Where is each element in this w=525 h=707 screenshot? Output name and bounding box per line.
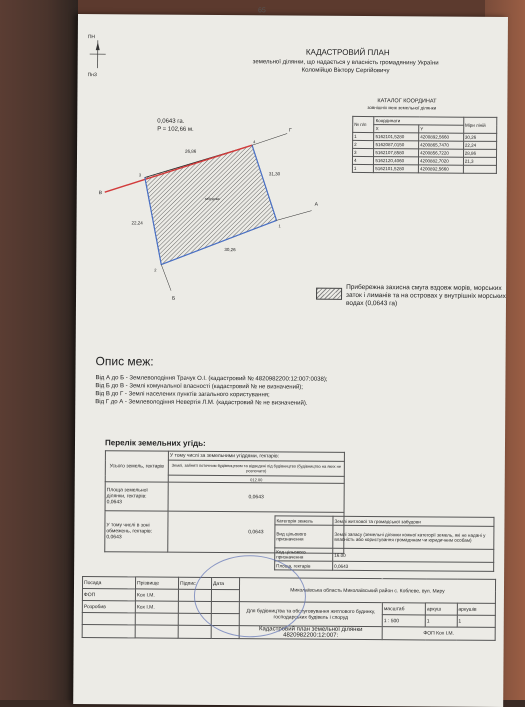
purpose-table xyxy=(274,515,494,572)
frame-empty-cell xyxy=(82,625,135,638)
point-4: 4 xyxy=(253,139,256,144)
plot-area: 0,0643 га. xyxy=(157,119,184,125)
point-1: 1 xyxy=(279,223,282,228)
segment-left: 22,24 xyxy=(132,220,144,225)
frame-empty-cell xyxy=(82,613,135,625)
land-code: 012.00 xyxy=(168,475,344,483)
point-3: 3 xyxy=(139,172,142,177)
frame-fop: ФОП xyxy=(82,589,135,601)
catalog-header-no: № п/п xyxy=(353,116,374,132)
frame-empty-cell xyxy=(135,613,178,625)
cell: 1 xyxy=(352,164,373,172)
frame-sheet: 1 xyxy=(425,615,457,627)
frame-header-sign: Підпис xyxy=(178,577,211,589)
boundary-line: Від Г до А - Землеволодіння Невертія Л.М. (кадастровий № не визначений). xyxy=(95,398,327,408)
purpose-category-value: Землі житлової та громадської забудови xyxy=(333,516,494,526)
north-label: ПН xyxy=(88,34,108,40)
frame-header-date: Дата xyxy=(211,577,239,589)
point-b: Б xyxy=(172,296,176,302)
title-line-2: Коломійцю Віктору Сергійовичу xyxy=(186,67,506,77)
cell: 28,86 xyxy=(463,149,496,157)
background-left xyxy=(0,0,78,700)
frame-sheets: 1 xyxy=(457,615,496,627)
cell xyxy=(463,165,496,173)
purpose-code-label: Код цільового призначення xyxy=(275,548,333,561)
catalog-header-y: Y xyxy=(419,125,464,133)
boundaries-heading: Опис меж: xyxy=(96,354,154,368)
document-title: КАДАСТРОВИЙ ПЛАН xyxy=(248,47,448,57)
cell: 4200892,5660 xyxy=(418,165,463,173)
point-v: В xyxy=(99,190,103,196)
frame-empty-cell xyxy=(135,625,178,638)
purpose-category-label: Категорія земель xyxy=(275,516,333,525)
purpose-area-label: Площа, гектарів xyxy=(275,561,333,570)
document-sheet xyxy=(73,14,508,707)
segment-top: 26,86 xyxy=(185,149,197,154)
frame-person: Кох І.М. xyxy=(135,589,178,601)
legend-text xyxy=(346,284,506,309)
land-header-total: Усього земель, гектарів xyxy=(105,451,168,482)
frame-developed: Розробив xyxy=(82,601,135,613)
frame-header-sheet: аркуш xyxy=(425,603,457,615)
land-header-built: Землі, зайняті поточним будівництвом та відведені під будівництво (будівництво на яких не розпочато) xyxy=(168,460,344,476)
table-row xyxy=(275,561,494,572)
legend-description: Прибережна захисна смуга вздовж морів, морських заток і лиманів та на островах у внутрішніх морських водах xyxy=(346,284,506,307)
point-g: Г xyxy=(289,127,292,133)
table-row xyxy=(352,164,496,173)
catalog-subtitle: зовнішніх меж земельної ділянки xyxy=(367,105,436,110)
cell: 5162087,0150 xyxy=(374,141,419,149)
frame-doc-name: Кадастровий план земельної ділянки 4820982200:12:007: xyxy=(239,626,382,640)
catalog-header-x: X xyxy=(374,125,419,133)
cell: 4200865,7470 xyxy=(419,141,464,149)
frame-fop-name: ФОП Кох І.М. xyxy=(382,627,495,641)
cell: 4 xyxy=(352,156,373,164)
cell: 22,24 xyxy=(463,141,496,149)
cell: 30,26 xyxy=(463,133,496,141)
segment-right: 31,30 xyxy=(269,171,281,176)
legend-hatch-icon xyxy=(316,288,342,300)
catalog-table xyxy=(352,116,497,174)
catalog-header-coord: Координати xyxy=(374,117,463,126)
plot-perimeter: P = 102,66 м. xyxy=(157,127,194,133)
plot-inner-label: забудова xyxy=(205,197,220,201)
table-row xyxy=(275,525,494,550)
page-number: 65 xyxy=(258,7,266,14)
purpose-area-value: 0,0643 xyxy=(333,561,494,571)
segment-bottom: 30,26 xyxy=(224,247,236,252)
purpose-use-label: Вид цільового призначення xyxy=(275,525,333,548)
frame-header-scale: масштаб xyxy=(382,603,425,615)
land-list-heading: Перелік земельних угідь: xyxy=(105,438,206,448)
land-header-incl: У тому числі за земельними угіддями, гектарів: xyxy=(168,451,344,461)
land-row-label: Площа земельної ділянки, гектарів: 0,0643 xyxy=(105,482,168,511)
cell: 1 xyxy=(353,132,374,140)
frame-person: Кох І.М. xyxy=(135,601,178,613)
purpose-use-value: Землі запасу (земельні ділянки кожної категорії земель, які не надані у власність або користування громадянам чи юридичним особам) xyxy=(333,525,494,549)
frame-header-name: Прізвище xyxy=(135,577,178,589)
north-west-label: ПнЗ xyxy=(88,72,108,78)
cell: 2 xyxy=(353,140,374,148)
boundary-line: Від В до Г - Землі населених пунктів загального користування; xyxy=(95,390,327,400)
cell: 3 xyxy=(353,148,374,156)
legend-area: (0,0643 га) xyxy=(365,300,397,307)
land-row-value: 0,0643 xyxy=(168,482,344,512)
land-row-value: 0,0643 xyxy=(168,511,344,553)
catalog-title: КАТАЛОГ КООРДИНАТ xyxy=(377,98,436,104)
cell: 21,3 xyxy=(463,157,496,165)
purpose-code-value: 16.00 xyxy=(333,548,494,562)
land-row-label: У тому числі в зоні обмежень, гектарів: 0,0643 xyxy=(105,511,168,552)
title-line-1: земельної ділянки, що надається у власність громадянину України xyxy=(186,59,506,69)
frame-empty-cell xyxy=(178,625,211,638)
frame-scale: 1 : 500 xyxy=(382,615,425,627)
frame-header-sheets: аркушів xyxy=(457,603,496,615)
frame-purpose: Для будівництва та обслуговування житлового будинку, господарських будівель і споруд xyxy=(239,602,382,627)
point-2: 2 xyxy=(154,268,157,273)
frame-location: Миколаївська область Миколаївський район с. Коблеве, вул. Миру xyxy=(239,578,495,604)
cell: 5162101,5280 xyxy=(374,133,419,141)
cell: 4200856,7220 xyxy=(419,149,464,157)
cell: 5162101,5280 xyxy=(374,165,419,173)
cell: 4200882,7020 xyxy=(419,157,464,165)
point-a: А xyxy=(315,202,319,208)
frame-header-position: Посада xyxy=(82,577,135,589)
official-stamp-icon xyxy=(194,555,307,638)
boundaries-list xyxy=(95,374,327,408)
boundary-line: Від А до Б - Землеволодіння Трачук О.І. (кадастровий № 4820982200:12:007:0038); xyxy=(95,374,327,384)
table-row xyxy=(82,625,495,641)
cell: 5162120,4060 xyxy=(374,157,419,165)
boundary-line: Від Б до В - Землі комунальної власності (кадастровий № не визначений); xyxy=(95,382,327,392)
cell: 5162107,8580 xyxy=(374,149,419,157)
table-row xyxy=(105,482,344,513)
cell: 4200892,5660 xyxy=(419,133,464,141)
catalog-header-len: Міри ліній xyxy=(463,117,496,133)
